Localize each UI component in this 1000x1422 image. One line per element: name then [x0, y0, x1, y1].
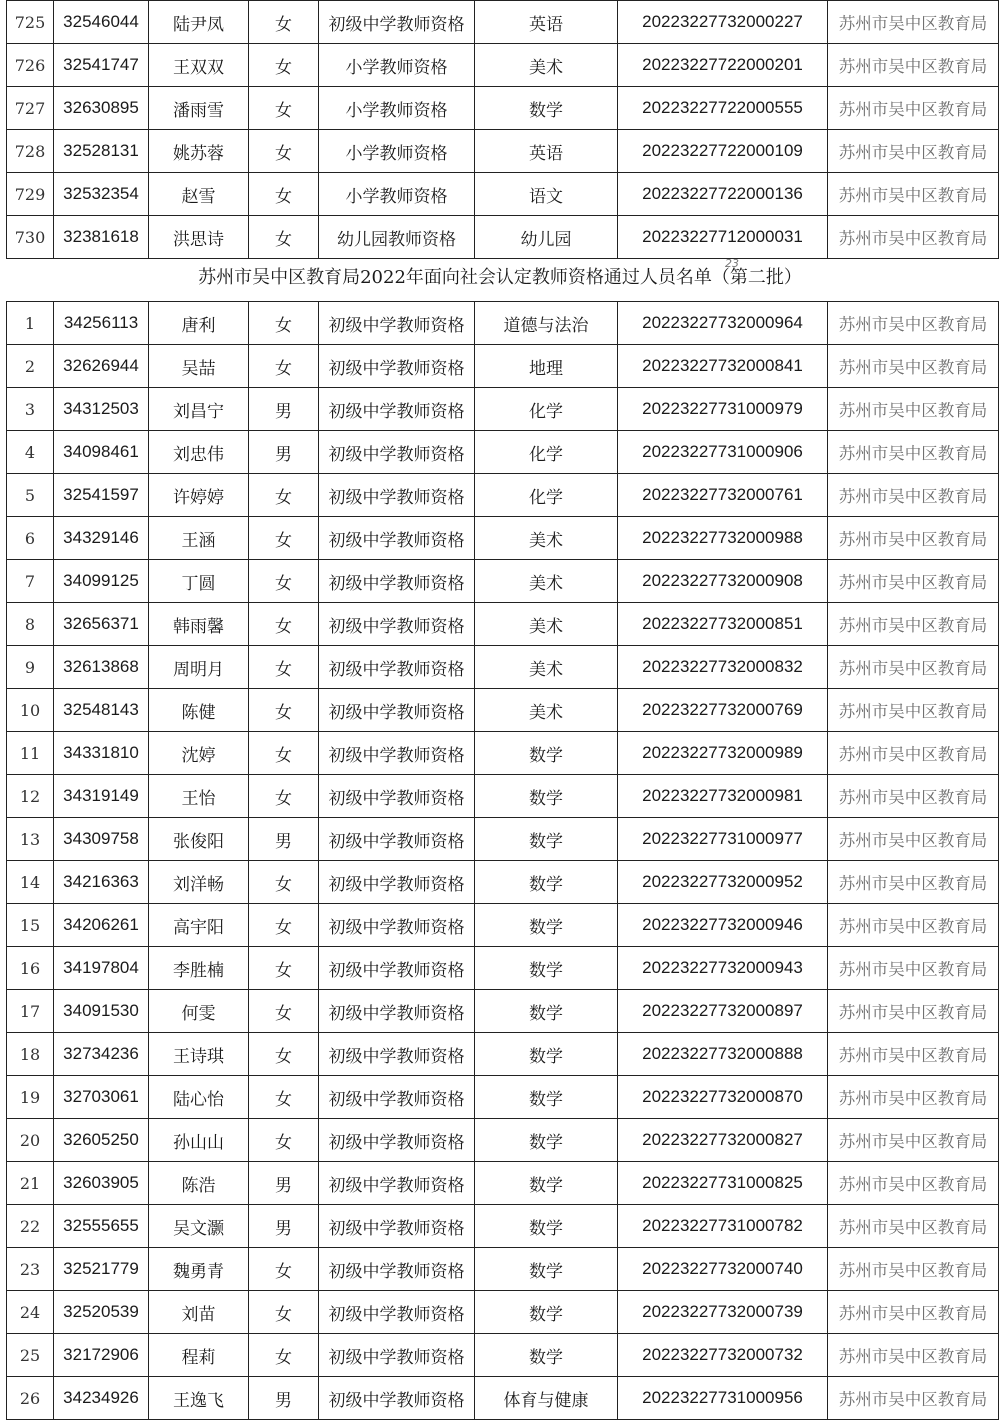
cert-number-cell: 20223227732000740	[618, 1248, 828, 1291]
seq-cell: 14	[7, 861, 54, 904]
cert-type-cell: 初级中学教师资格	[319, 1334, 475, 1377]
roster-table-previous	[6, 0, 999, 259]
name-cell: 许婷婷	[149, 474, 249, 517]
cert-type-cell: 初级中学教师资格	[319, 689, 475, 732]
subject-cell: 数学	[475, 1033, 618, 1076]
agency-cell: 苏州市吴中区教育局	[828, 431, 999, 474]
cert-type-cell: 初级中学教师资格	[319, 1162, 475, 1205]
gender-cell: 女	[249, 1334, 319, 1377]
table-row	[7, 87, 999, 130]
subject-cell: 数学	[475, 732, 618, 775]
exam-id-cell: 32532354	[54, 173, 149, 216]
seq-cell: 20	[7, 1119, 54, 1162]
list-title: 苏州市吴中区教育局2022年面向社会认定教师资格通过人员名单（第二批）	[198, 267, 802, 288]
subject-cell: 地理	[475, 345, 618, 388]
agency-cell: 苏州市吴中区教育局	[828, 1033, 999, 1076]
gender-cell: 女	[249, 732, 319, 775]
cert-type-cell: 小学教师资格	[319, 87, 475, 130]
exam-id-cell: 32541597	[54, 474, 149, 517]
seq-cell: 6	[7, 517, 54, 560]
name-cell: 刘昌宁	[149, 388, 249, 431]
subject-cell: 数学	[475, 775, 618, 818]
table-row	[7, 44, 999, 87]
gender-cell: 男	[249, 1377, 319, 1420]
agency-cell: 苏州市吴中区教育局	[828, 689, 999, 732]
name-cell: 王涵	[149, 517, 249, 560]
agency-cell: 苏州市吴中区教育局	[828, 87, 999, 130]
exam-id-cell: 34319149	[54, 775, 149, 818]
exam-id-cell: 32172906	[54, 1334, 149, 1377]
name-cell: 洪思诗	[149, 216, 249, 259]
seq-cell: 729	[7, 173, 54, 216]
seq-cell: 18	[7, 1033, 54, 1076]
cert-number-cell: 20223227722000109	[618, 130, 828, 173]
cert-number-cell: 20223227732000981	[618, 775, 828, 818]
cert-number-cell: 20223227722000201	[618, 44, 828, 87]
exam-id-cell: 32630895	[54, 87, 149, 130]
name-cell: 唐利	[149, 302, 249, 345]
agency-cell: 苏州市吴中区教育局	[828, 345, 999, 388]
agency-cell: 苏州市吴中区教育局	[828, 646, 999, 689]
gender-cell: 男	[249, 818, 319, 861]
gender-cell: 女	[249, 130, 319, 173]
subject-cell: 美术	[475, 689, 618, 732]
cert-type-cell: 初级中学教师资格	[319, 474, 475, 517]
seq-cell: 22	[7, 1205, 54, 1248]
cert-number-cell: 20223227732000732	[618, 1334, 828, 1377]
table-row	[7, 517, 999, 560]
subject-cell: 数学	[475, 990, 618, 1033]
seq-cell: 3	[7, 388, 54, 431]
table-row	[7, 1033, 999, 1076]
cert-number-cell: 20223227732000870	[618, 1076, 828, 1119]
table-row	[7, 1205, 999, 1248]
cert-type-cell: 初级中学教师资格	[319, 1033, 475, 1076]
seq-cell: 730	[7, 216, 54, 259]
table-row	[7, 689, 999, 732]
name-cell: 刘苗	[149, 1291, 249, 1334]
exam-id-cell: 32381618	[54, 216, 149, 259]
name-cell: 姚苏蓉	[149, 130, 249, 173]
gender-cell: 女	[249, 1076, 319, 1119]
seq-cell: 728	[7, 130, 54, 173]
table-row	[7, 904, 999, 947]
name-cell: 沈婷	[149, 732, 249, 775]
exam-id-cell: 34099125	[54, 560, 149, 603]
cert-type-cell: 小学教师资格	[319, 173, 475, 216]
name-cell: 魏勇青	[149, 1248, 249, 1291]
seq-cell: 23	[7, 1248, 54, 1291]
roster-table	[6, 301, 999, 1420]
gender-cell: 女	[249, 689, 319, 732]
gender-cell: 女	[249, 947, 319, 990]
agency-cell: 苏州市吴中区教育局	[828, 947, 999, 990]
cert-type-cell: 小学教师资格	[319, 44, 475, 87]
table-row	[7, 388, 999, 431]
cert-type-cell: 初级中学教师资格	[319, 904, 475, 947]
seq-cell: 9	[7, 646, 54, 689]
agency-cell: 苏州市吴中区教育局	[828, 1248, 999, 1291]
cert-number-cell: 20223227722000136	[618, 173, 828, 216]
cert-type-cell: 初级中学教师资格	[319, 1076, 475, 1119]
exam-id-cell: 34197804	[54, 947, 149, 990]
cert-type-cell: 初级中学教师资格	[319, 861, 475, 904]
seq-cell: 2	[7, 345, 54, 388]
agency-cell: 苏州市吴中区教育局	[828, 904, 999, 947]
cert-number-cell: 20223227731000782	[618, 1205, 828, 1248]
subject-cell: 英语	[475, 1, 618, 44]
cert-type-cell: 初级中学教师资格	[319, 560, 475, 603]
name-cell: 刘忠伟	[149, 431, 249, 474]
exam-id-cell: 34329146	[54, 517, 149, 560]
cert-number-cell: 20223227731000825	[618, 1162, 828, 1205]
table-row	[7, 431, 999, 474]
gender-cell: 女	[249, 1248, 319, 1291]
table-row	[7, 1119, 999, 1162]
table-row	[7, 861, 999, 904]
exam-id-cell: 34216363	[54, 861, 149, 904]
agency-cell: 苏州市吴中区教育局	[828, 990, 999, 1033]
subject-cell: 数学	[475, 947, 618, 990]
cert-number-cell: 20223227731000979	[618, 388, 828, 431]
cert-type-cell: 初级中学教师资格	[319, 431, 475, 474]
agency-cell: 苏州市吴中区教育局	[828, 1, 999, 44]
cert-type-cell: 小学教师资格	[319, 130, 475, 173]
seq-cell: 1	[7, 302, 54, 345]
table-row	[7, 646, 999, 689]
cert-type-cell: 初级中学教师资格	[319, 947, 475, 990]
cert-number-cell: 20223227732000946	[618, 904, 828, 947]
exam-id-cell: 32626944	[54, 345, 149, 388]
table-row	[7, 1248, 999, 1291]
cert-type-cell: 初级中学教师资格	[319, 646, 475, 689]
subject-cell: 数学	[475, 87, 618, 130]
name-cell: 王双双	[149, 44, 249, 87]
gender-cell: 女	[249, 1291, 319, 1334]
cert-type-cell: 初级中学教师资格	[319, 990, 475, 1033]
exam-id-cell: 32548143	[54, 689, 149, 732]
table-row	[7, 1377, 999, 1420]
agency-cell: 苏州市吴中区教育局	[828, 1377, 999, 1420]
name-cell: 吴文灏	[149, 1205, 249, 1248]
seq-cell: 727	[7, 87, 54, 130]
name-cell: 陈健	[149, 689, 249, 732]
cert-number-cell: 20223227731000977	[618, 818, 828, 861]
cert-number-cell: 20223227732000851	[618, 603, 828, 646]
cert-number-cell: 20223227712000031	[618, 216, 828, 259]
table-row	[7, 1291, 999, 1334]
subject-cell: 数学	[475, 1334, 618, 1377]
name-cell: 张俊阳	[149, 818, 249, 861]
subject-cell: 美术	[475, 646, 618, 689]
exam-id-cell: 34256113	[54, 302, 149, 345]
gender-cell: 男	[249, 431, 319, 474]
table-row	[7, 1162, 999, 1205]
table-row	[7, 990, 999, 1033]
gender-cell: 男	[249, 1162, 319, 1205]
cert-type-cell: 初级中学教师资格	[319, 1248, 475, 1291]
name-cell: 潘雨雪	[149, 87, 249, 130]
name-cell: 王怡	[149, 775, 249, 818]
cert-type-cell: 初级中学教师资格	[319, 345, 475, 388]
gender-cell: 女	[249, 904, 319, 947]
gender-cell: 女	[249, 517, 319, 560]
seq-cell: 8	[7, 603, 54, 646]
table-row	[7, 345, 999, 388]
table-row	[7, 560, 999, 603]
subject-cell: 美术	[475, 44, 618, 87]
subject-cell: 幼儿园	[475, 216, 618, 259]
exam-id-cell: 34312503	[54, 388, 149, 431]
gender-cell: 女	[249, 560, 319, 603]
cert-type-cell: 幼儿园教师资格	[319, 216, 475, 259]
seq-cell: 24	[7, 1291, 54, 1334]
agency-cell: 苏州市吴中区教育局	[828, 474, 999, 517]
cert-type-cell: 初级中学教师资格	[319, 1205, 475, 1248]
name-cell: 吴喆	[149, 345, 249, 388]
seq-cell: 725	[7, 1, 54, 44]
gender-cell: 女	[249, 345, 319, 388]
gender-cell: 男	[249, 388, 319, 431]
agency-cell: 苏州市吴中区教育局	[828, 302, 999, 345]
cert-number-cell: 20223227732000832	[618, 646, 828, 689]
subject-cell: 化学	[475, 474, 618, 517]
gender-cell: 女	[249, 302, 319, 345]
subject-cell: 语文	[475, 173, 618, 216]
agency-cell: 苏州市吴中区教育局	[828, 560, 999, 603]
subject-cell: 道德与法治	[475, 302, 618, 345]
agency-cell: 苏州市吴中区教育局	[828, 1334, 999, 1377]
seq-cell: 12	[7, 775, 54, 818]
cert-number-cell: 20223227731000906	[618, 431, 828, 474]
name-cell: 陆尹凤	[149, 1, 249, 44]
cert-type-cell: 初级中学教师资格	[319, 603, 475, 646]
gender-cell: 女	[249, 1119, 319, 1162]
name-cell: 程莉	[149, 1334, 249, 1377]
name-cell: 何雯	[149, 990, 249, 1033]
name-cell: 孙山山	[149, 1119, 249, 1162]
exam-id-cell: 32603905	[54, 1162, 149, 1205]
subject-cell: 美术	[475, 603, 618, 646]
name-cell: 韩雨馨	[149, 603, 249, 646]
exam-id-cell: 32546044	[54, 1, 149, 44]
seq-cell: 13	[7, 818, 54, 861]
cert-type-cell: 初级中学教师资格	[319, 732, 475, 775]
exam-id-cell: 32528131	[54, 130, 149, 173]
table-row	[7, 732, 999, 775]
cert-number-cell: 20223227732000827	[618, 1119, 828, 1162]
cert-number-cell: 20223227732000227	[618, 1, 828, 44]
cert-number-cell: 20223227731000956	[618, 1377, 828, 1420]
table-row	[7, 1076, 999, 1119]
exam-id-cell: 32703061	[54, 1076, 149, 1119]
seq-cell: 25	[7, 1334, 54, 1377]
gender-cell: 女	[249, 44, 319, 87]
agency-cell: 苏州市吴中区教育局	[828, 861, 999, 904]
subject-cell: 美术	[475, 517, 618, 560]
agency-cell: 苏州市吴中区教育局	[828, 130, 999, 173]
seq-cell: 5	[7, 474, 54, 517]
agency-cell: 苏州市吴中区教育局	[828, 1119, 999, 1162]
gender-cell: 男	[249, 1205, 319, 1248]
cert-type-cell: 初级中学教师资格	[319, 1, 475, 44]
subject-cell: 数学	[475, 1162, 618, 1205]
table-row	[7, 947, 999, 990]
agency-cell: 苏州市吴中区教育局	[828, 44, 999, 87]
table-row	[7, 775, 999, 818]
cert-number-cell: 20223227732000761	[618, 474, 828, 517]
exam-id-cell: 32734236	[54, 1033, 149, 1076]
seq-cell: 726	[7, 44, 54, 87]
table-row	[7, 818, 999, 861]
cert-number-cell: 20223227732000888	[618, 1033, 828, 1076]
gender-cell: 女	[249, 775, 319, 818]
subject-cell: 英语	[475, 130, 618, 173]
agency-cell: 苏州市吴中区教育局	[828, 173, 999, 216]
subject-cell: 化学	[475, 431, 618, 474]
subject-cell: 数学	[475, 1076, 618, 1119]
cert-number-cell: 20223227732000988	[618, 517, 828, 560]
cert-type-cell: 初级中学教师资格	[319, 775, 475, 818]
seq-cell: 16	[7, 947, 54, 990]
gender-cell: 女	[249, 173, 319, 216]
exam-id-cell: 34091530	[54, 990, 149, 1033]
subject-cell: 数学	[475, 1248, 618, 1291]
cert-type-cell: 初级中学教师资格	[319, 1377, 475, 1420]
cert-number-cell: 20223227732000952	[618, 861, 828, 904]
name-cell: 李胜楠	[149, 947, 249, 990]
subject-cell: 数学	[475, 1291, 618, 1334]
name-cell: 王逸飞	[149, 1377, 249, 1420]
table-row	[7, 216, 999, 259]
name-cell: 丁圆	[149, 560, 249, 603]
agency-cell: 苏州市吴中区教育局	[828, 388, 999, 431]
gender-cell: 女	[249, 1033, 319, 1076]
exam-id-cell: 34206261	[54, 904, 149, 947]
exam-id-cell: 32521779	[54, 1248, 149, 1291]
seq-cell: 17	[7, 990, 54, 1033]
gender-cell: 女	[249, 646, 319, 689]
gender-cell: 女	[249, 603, 319, 646]
table-row	[7, 1334, 999, 1377]
subject-cell: 美术	[475, 560, 618, 603]
cert-number-cell: 20223227732000964	[618, 302, 828, 345]
cert-type-cell: 初级中学教师资格	[319, 517, 475, 560]
seq-cell: 21	[7, 1162, 54, 1205]
agency-cell: 苏州市吴中区教育局	[828, 603, 999, 646]
cert-number-cell: 20223227732000841	[618, 345, 828, 388]
gender-cell: 女	[249, 1, 319, 44]
gender-cell: 女	[249, 861, 319, 904]
exam-id-cell: 32541747	[54, 44, 149, 87]
agency-cell: 苏州市吴中区教育局	[828, 732, 999, 775]
table-row	[7, 603, 999, 646]
seq-cell: 19	[7, 1076, 54, 1119]
seq-cell: 15	[7, 904, 54, 947]
seq-cell: 26	[7, 1377, 54, 1420]
subject-cell: 数学	[475, 904, 618, 947]
name-cell: 周明月	[149, 646, 249, 689]
table-row	[7, 130, 999, 173]
subject-cell: 体育与健康	[475, 1377, 618, 1420]
exam-id-cell: 32555655	[54, 1205, 149, 1248]
table-row	[7, 474, 999, 517]
table-row	[7, 173, 999, 216]
seq-cell: 10	[7, 689, 54, 732]
name-cell: 刘洋畅	[149, 861, 249, 904]
cert-number-cell: 20223227722000555	[618, 87, 828, 130]
subject-cell: 数学	[475, 1119, 618, 1162]
cert-number-cell: 20223227732000943	[618, 947, 828, 990]
cert-type-cell: 初级中学教师资格	[319, 818, 475, 861]
gender-cell: 女	[249, 990, 319, 1033]
table-row	[7, 302, 999, 345]
seq-cell: 4	[7, 431, 54, 474]
cert-type-cell: 初级中学教师资格	[319, 302, 475, 345]
name-cell: 王诗琪	[149, 1033, 249, 1076]
exam-id-cell: 34234926	[54, 1377, 149, 1420]
cert-type-cell: 初级中学教师资格	[319, 388, 475, 431]
exam-id-cell: 32605250	[54, 1119, 149, 1162]
cert-number-cell: 20223227732000769	[618, 689, 828, 732]
table-row	[7, 1, 999, 44]
agency-cell: 苏州市吴中区教育局	[828, 216, 999, 259]
exam-id-cell: 34309758	[54, 818, 149, 861]
cert-type-cell: 初级中学教师资格	[319, 1291, 475, 1334]
exam-id-cell: 32520539	[54, 1291, 149, 1334]
seq-cell: 11	[7, 732, 54, 775]
cert-number-cell: 20223227732000989	[618, 732, 828, 775]
name-cell: 赵雪	[149, 173, 249, 216]
cert-number-cell: 20223227732000908	[618, 560, 828, 603]
exam-id-cell: 34098461	[54, 431, 149, 474]
name-cell: 陆心怡	[149, 1076, 249, 1119]
exam-id-cell: 32656371	[54, 603, 149, 646]
agency-cell: 苏州市吴中区教育局	[828, 775, 999, 818]
exam-id-cell: 32613868	[54, 646, 149, 689]
subject-cell: 数学	[475, 1205, 618, 1248]
gender-cell: 女	[249, 216, 319, 259]
gender-cell: 女	[249, 87, 319, 130]
cert-type-cell: 初级中学教师资格	[319, 1119, 475, 1162]
cert-number-cell: 20223227732000897	[618, 990, 828, 1033]
seq-cell: 7	[7, 560, 54, 603]
agency-cell: 苏州市吴中区教育局	[828, 517, 999, 560]
agency-cell: 苏州市吴中区教育局	[828, 1205, 999, 1248]
agency-cell: 苏州市吴中区教育局	[828, 818, 999, 861]
exam-id-cell: 34331810	[54, 732, 149, 775]
agency-cell: 苏州市吴中区教育局	[828, 1076, 999, 1119]
name-cell: 陈浩	[149, 1162, 249, 1205]
subject-cell: 数学	[475, 861, 618, 904]
subject-cell: 数学	[475, 818, 618, 861]
name-cell: 高宇阳	[149, 904, 249, 947]
gender-cell: 女	[249, 474, 319, 517]
subject-cell: 化学	[475, 388, 618, 431]
agency-cell: 苏州市吴中区教育局	[828, 1291, 999, 1334]
page-number: 23	[725, 257, 739, 270]
agency-cell: 苏州市吴中区教育局	[828, 1162, 999, 1205]
cert-number-cell: 20223227732000739	[618, 1291, 828, 1334]
